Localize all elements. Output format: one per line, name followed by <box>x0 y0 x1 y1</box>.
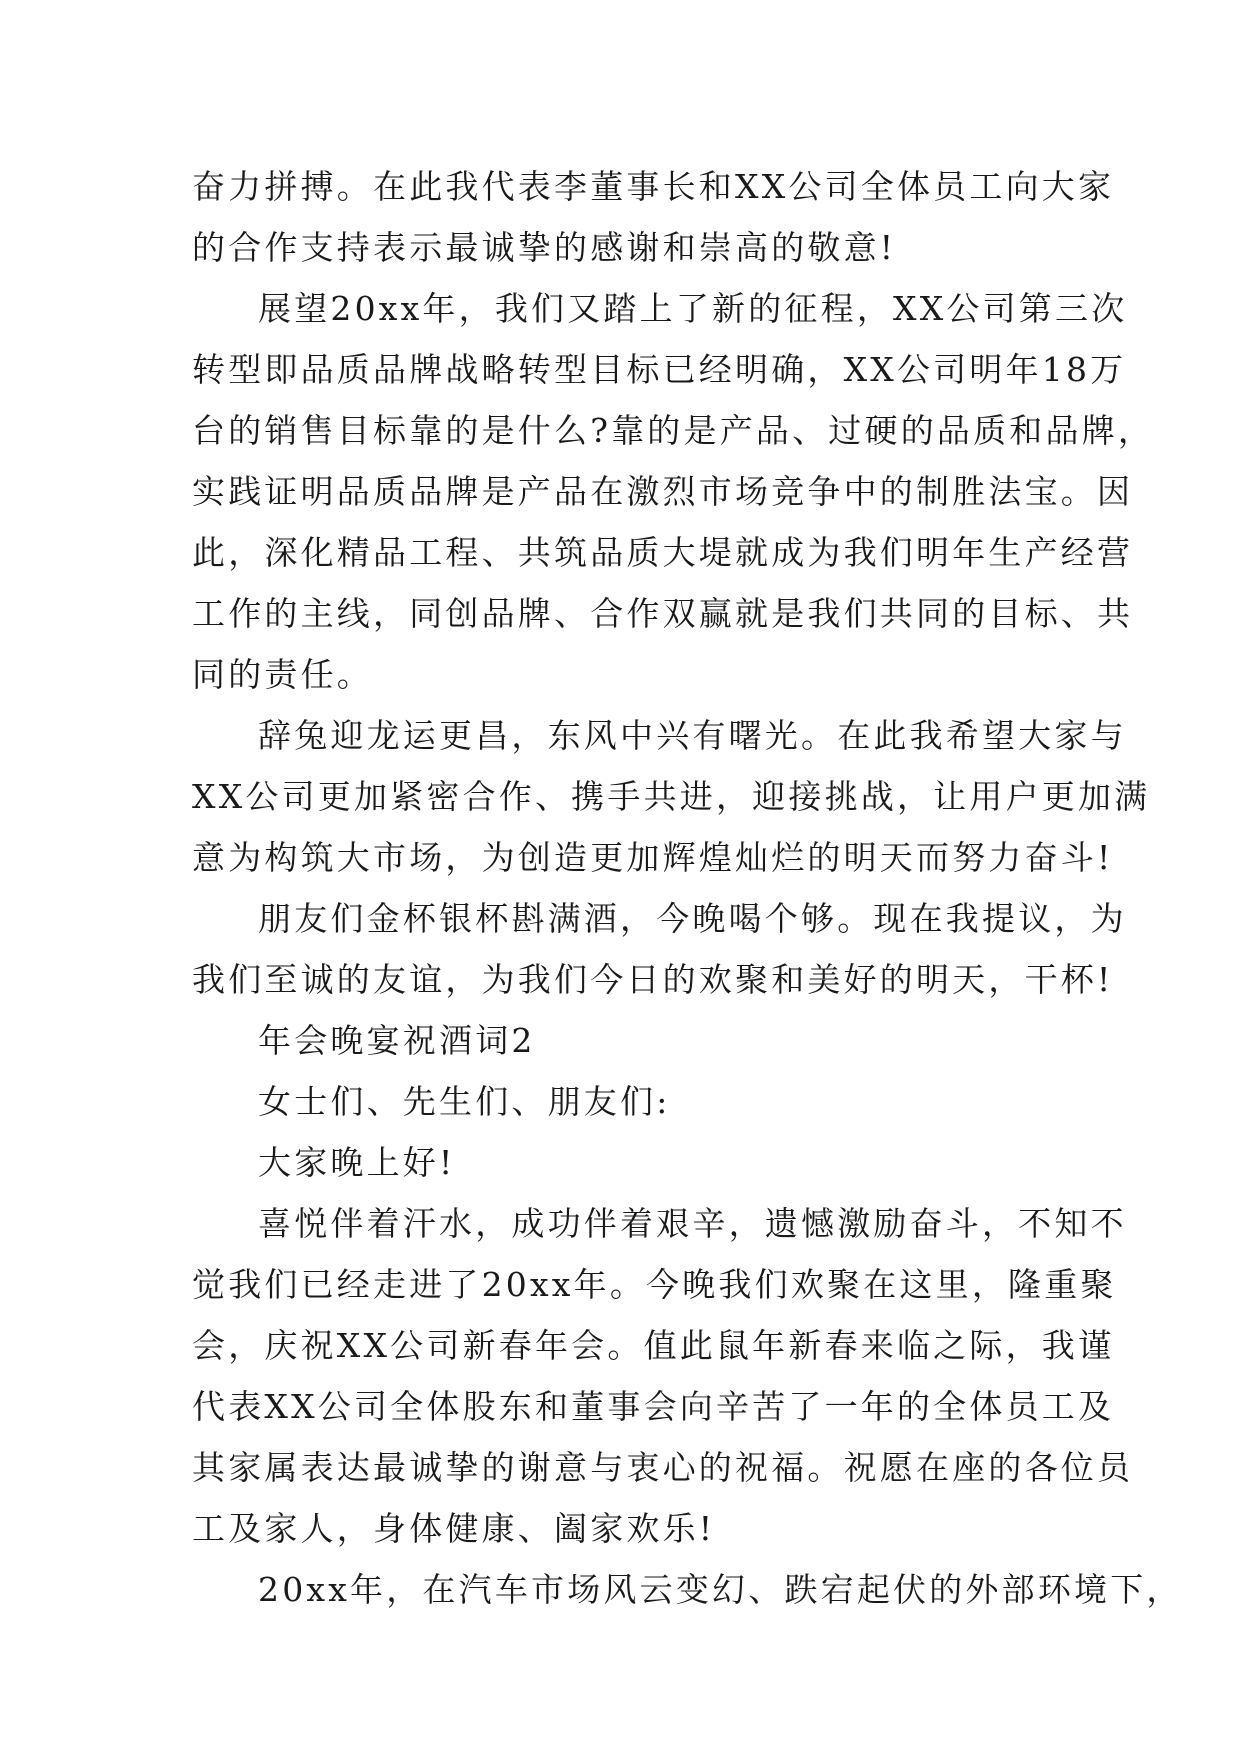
text-line: 意为构筑大市场，为创造更加辉煌灿烂的明天而努力奋斗! <box>192 838 1114 877</box>
text-line: 辞兔迎龙运更昌，东风中兴有曙光。在此我希望大家与 <box>258 716 1127 755</box>
text-line: 其家属表达最诚挚的谢意与衷心的祝福。祝愿在座的各位员 <box>192 1448 1134 1487</box>
text-line: 转型即品质品牌战略转型目标已经明确，XX公司明年18万 <box>192 350 1127 389</box>
text-line: 台的销售目标靠的是什么?靠的是产品、过硬的品质和品牌， <box>192 411 1155 450</box>
text-line: 实践证明品质品牌是产品在激烈市场竞争中的制胜法宝。因 <box>192 472 1134 511</box>
salutation: 女士们、先生们、朋友们: <box>258 1082 671 1121</box>
document-body <box>192 156 1183 1620</box>
section-heading: 年会晚宴祝酒词2 <box>258 1021 536 1060</box>
text-line: 的合作支持表示最诚挚的感谢和崇高的敬意! <box>192 228 897 267</box>
text-line: 喜悦伴着汗水，成功伴着艰辛，遗憾激励奋斗，不知不 <box>258 1204 1127 1243</box>
text-line: 朋友们金杯银杯斟满酒，今晚喝个够。现在我提议，为 <box>258 899 1127 938</box>
text-line: 觉我们已经走进了20xx年。今晚我们欢聚在这里，隆重聚 <box>192 1265 1117 1304</box>
text-line: 此，深化精品工程、共筑品质大堤就成为我们明年生产经营 <box>192 533 1134 572</box>
text-line: 奋力拼搏。在此我代表李董事长和XX公司全体员工向大家 <box>192 167 1115 206</box>
text-line: 会，庆祝XX公司新春年会。值此鼠年新春来临之际，我谨 <box>192 1326 1115 1365</box>
text-line: 工及家人，身体健康、阖家欢乐! <box>192 1509 716 1548</box>
text-line: 工作的主线，同创品牌、合作双赢就是我们共同的目标、共 <box>192 594 1134 633</box>
text-line: 代表XX公司全体股东和董事会向辛苦了一年的全体员工及 <box>192 1387 1115 1426</box>
greeting: 大家晚上好! <box>258 1143 456 1182</box>
text-line: 我们至诚的友谊，为我们今日的欢聚和美好的明天，干杯! <box>192 960 1114 999</box>
text-line: XX公司更加紧密合作、携手共进，迎接挑战，让用户更加满 <box>192 777 1151 816</box>
text-line: 20xx年，在汽车市场风云变幻、跌宕起伏的外部环境下， <box>258 1570 1183 1609</box>
text-line: 展望20xx年，我们又踏上了新的征程，XX公司第三次 <box>258 289 1128 328</box>
text-line: 同的责任。 <box>192 655 373 694</box>
